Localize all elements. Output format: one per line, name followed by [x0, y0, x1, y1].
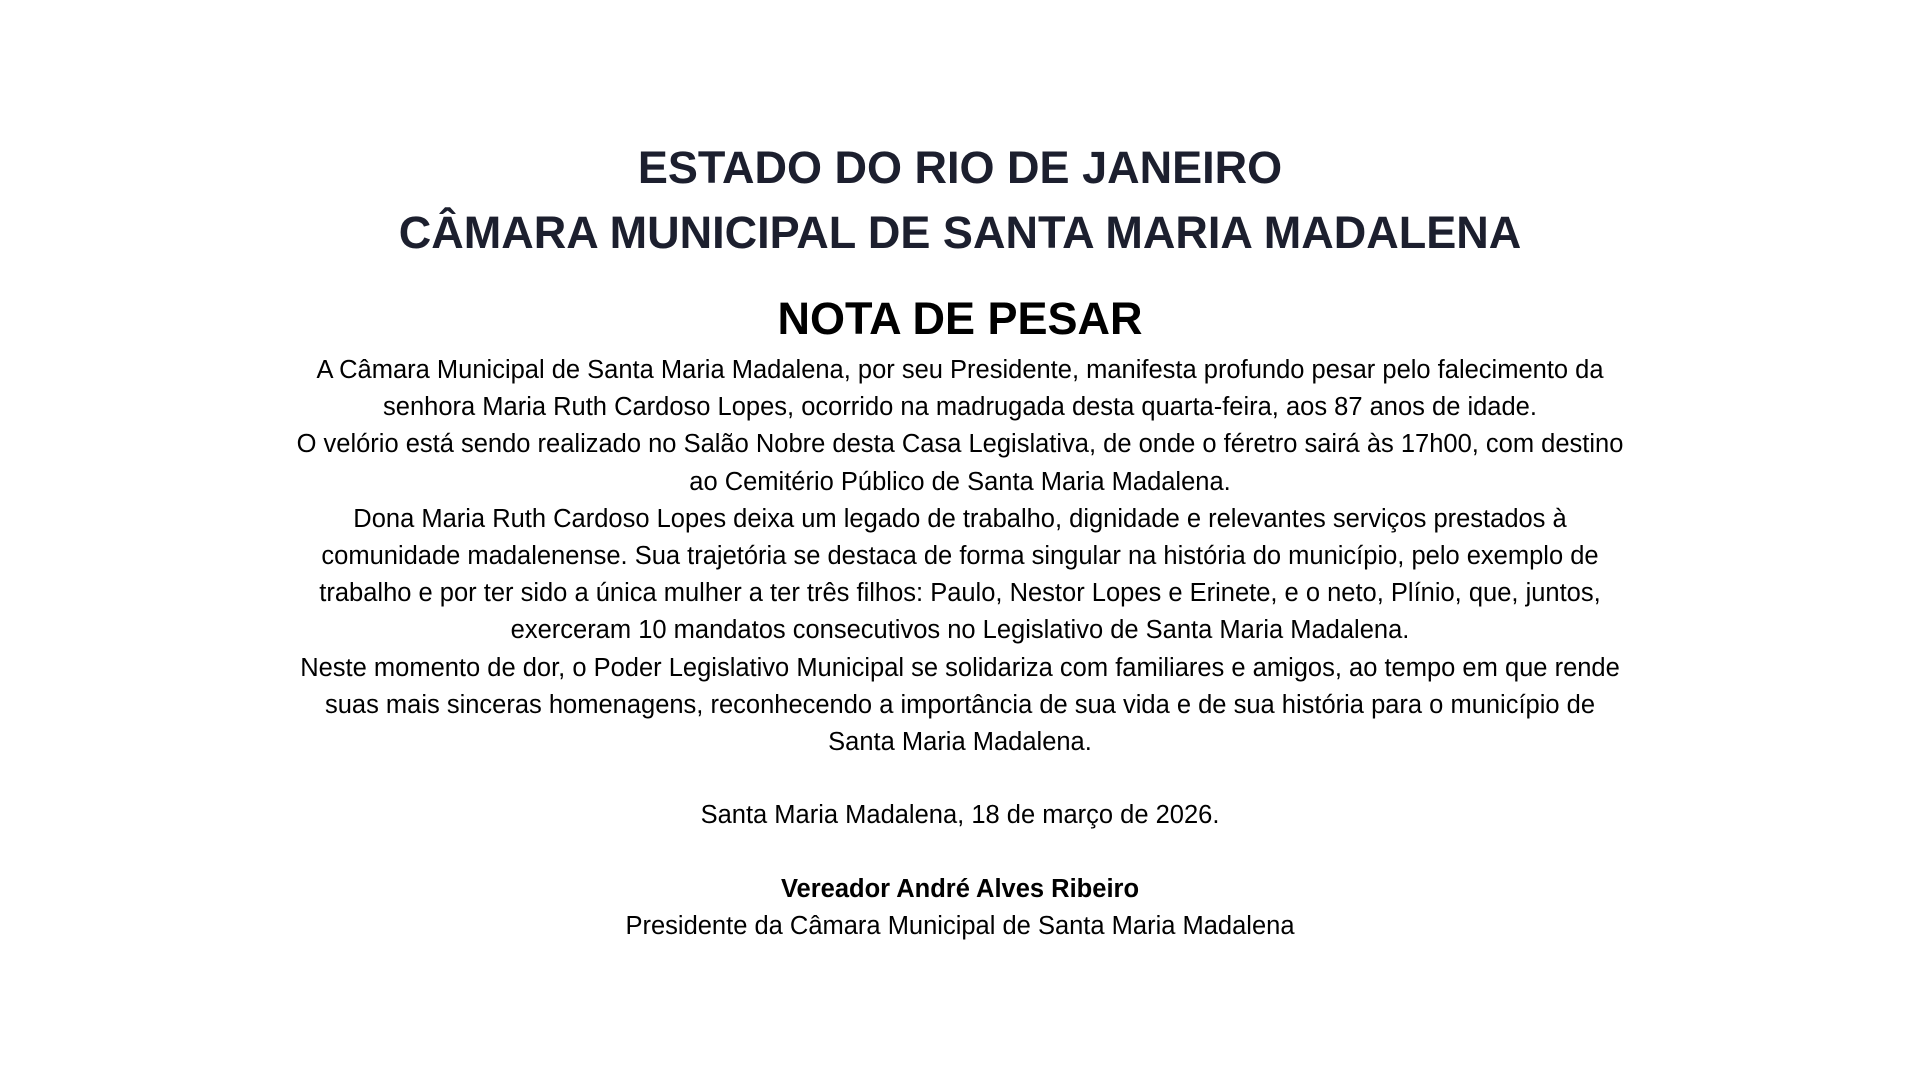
signatory-role: Presidente da Câmara Municipal de Santa Maria Madalena	[625, 912, 1295, 940]
state-heading: ESTADO DO RIO DE JANEIRO	[637, 142, 1283, 193]
body-paragraph: O velório está sendo realizado no Salão Nobre desta Casa Legislativa, de onde o féretro sairá às 17h00, com destino ao Cemitério Público de Santa Maria Madalena.	[296, 430, 1624, 496]
document-title: NOTA DE PESAR	[777, 293, 1143, 344]
body-paragraph: A Câmara Municipal de Santa Maria Madalena, por seu Presidente, manifesta profundo pesar pelo falecimento da senhora Maria Ruth Cardoso Lopes, ocorrido na madrugada desta quarta-feira, aos 87 anos de idade.	[316, 356, 1604, 422]
body-paragraph: Neste momento de dor, o Poder Legislativo Municipal se solidariza com familiares e amigos, ao tempo em que rende suas mais sinceras homenagens, reconhecendo a importância de sua vida e de sua história para o município de Santa Maria Madalena.	[300, 653, 1620, 757]
chamber-heading: CÂMARA MUNICIPAL DE SANTA MARIA MADALENA	[398, 207, 1522, 258]
document-body	[290, 352, 1630, 761]
date-line: Santa Maria Madalena, 18 de março de 2026.	[700, 801, 1220, 829]
body-paragraph: Dona Maria Ruth Cardoso Lopes deixa um legado de trabalho, dignidade e relevantes serviços prestados à comunidade madalenense. Sua trajetória se destaca de forma singular na história do município, pelo exemplo de trabalho e por ter sido a única mulher a ter três filhos: Paulo, Nestor Lopes e Erinete, e o neto, Plínio, que, juntos, exerceram 10 mandatos consecutivos no Legislativo de Santa Maria Madalena.	[319, 504, 1601, 645]
signatory-name: Vereador André Alves Ribeiro	[780, 875, 1140, 903]
